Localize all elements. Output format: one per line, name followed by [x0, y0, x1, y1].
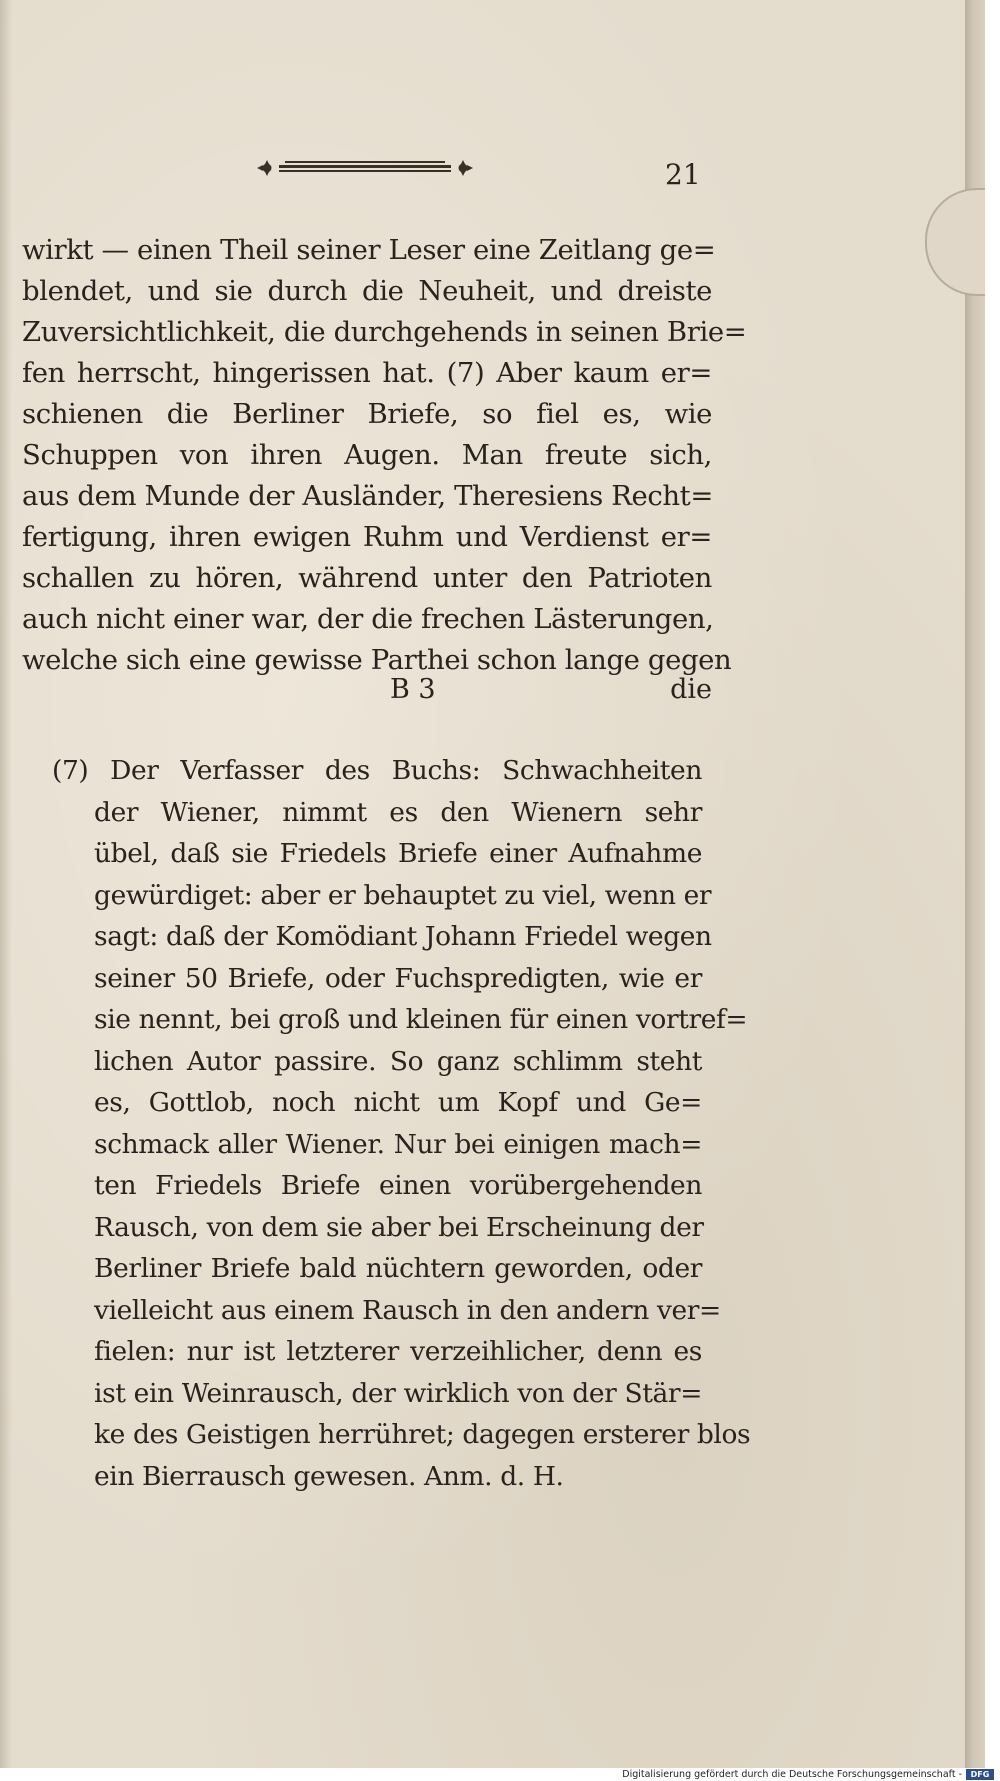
header-ornament [255, 155, 475, 181]
funding-notice: Digitalisierung gefördert durch die Deutsche Forschungsgemeinschaft - [622, 1769, 962, 1780]
footnote-line: Berliner Briefe bald nüchtern geworden, oder [94, 1253, 702, 1284]
text-line: fen herrscht, hingerissen hat. (7) Aber kaum er= [22, 357, 712, 389]
footnote-line: seiner 50 Briefe, oder Fuchspredigten, wie er [94, 962, 702, 994]
binding-edge [0, 0, 12, 1768]
footnote-line: ke des Geistigen herrühret; dagegen ersterer blos [94, 1419, 751, 1450]
text-line: fertigung, ihren ewigen Ruhm und Verdienst er= [22, 521, 712, 553]
text-line: schallen zu hören, während unter den Patrioten [22, 562, 712, 594]
text-line: Schuppen von ihren Augen. Man freute sich, [22, 439, 712, 471]
footnote-line: (7) Der Verfasser des Buchs: Schwachheiten [52, 755, 702, 786]
main-text [22, 230, 747, 681]
footnote-line: es, Gottlob, noch nicht um Kopf und Ge= [94, 1087, 702, 1118]
text-line: wirkt — einen Theil seiner Leser eine Zeitlang ge= [22, 234, 716, 266]
footnote-line: fielen: nur ist letzterer verzeihlicher, denn es [94, 1336, 702, 1367]
text-line: welche sich eine gewisse Parthei schon lange gegen [22, 644, 732, 676]
signature-line [22, 674, 712, 714]
footnote-line: sagt: daß der Komödiant Johann Friedel wegen [94, 921, 712, 952]
dfg-logo: DFG [966, 1769, 994, 1780]
text-line: auch nicht einer war, der die frechen Lästerungen, [22, 603, 714, 635]
footnote-line: gewürdiget: aber er behauptet zu viel, wenn er [94, 879, 712, 911]
footnote-line: lichen Autor passire. So ganz schlimm steht [94, 1045, 702, 1077]
footer-bar [0, 1768, 1000, 1781]
text-line: Zuversichtlichkeit, die durchgehends in seinen Brie= [22, 316, 747, 348]
footnote-line: ten Friedels Briefe einen vorübergehenden [94, 1170, 702, 1201]
footnote-line: Rausch, von dem sie aber bei Erscheinung der [94, 1211, 704, 1243]
footnote-line: der Wiener, nimmt es den Wienern sehr [94, 796, 702, 828]
page-number: 21 [665, 158, 701, 191]
printer-signature: B 3 [390, 674, 436, 705]
footnote-line: ein Bierrausch gewesen. Anm. d. H. [94, 1460, 564, 1492]
footnote-line: schmack aller Wiener. Nur bei einigen mach= [94, 1128, 702, 1160]
text-line: blendet, und sie durch die Neuheit, und dreiste [22, 275, 712, 307]
footnote-line: übel, daß sie Friedels Briefe einer Aufnahme [94, 838, 702, 869]
footnote-line: sie nennt, bei groß und kleinen für einen vortref= [94, 1004, 748, 1035]
text-line: schienen die Berliner Briefe, so fiel es, wie [22, 398, 712, 430]
text-line: aus dem Munde der Ausländer, Theresiens Recht= [22, 480, 713, 512]
footnote-line: ist ein Weinrausch, der wirklich von der Stär= [94, 1377, 702, 1409]
footnote-line: vielleicht aus einem Rausch in den andern ver= [94, 1294, 721, 1326]
catchword: die [670, 674, 712, 705]
footnote [52, 750, 751, 1497]
